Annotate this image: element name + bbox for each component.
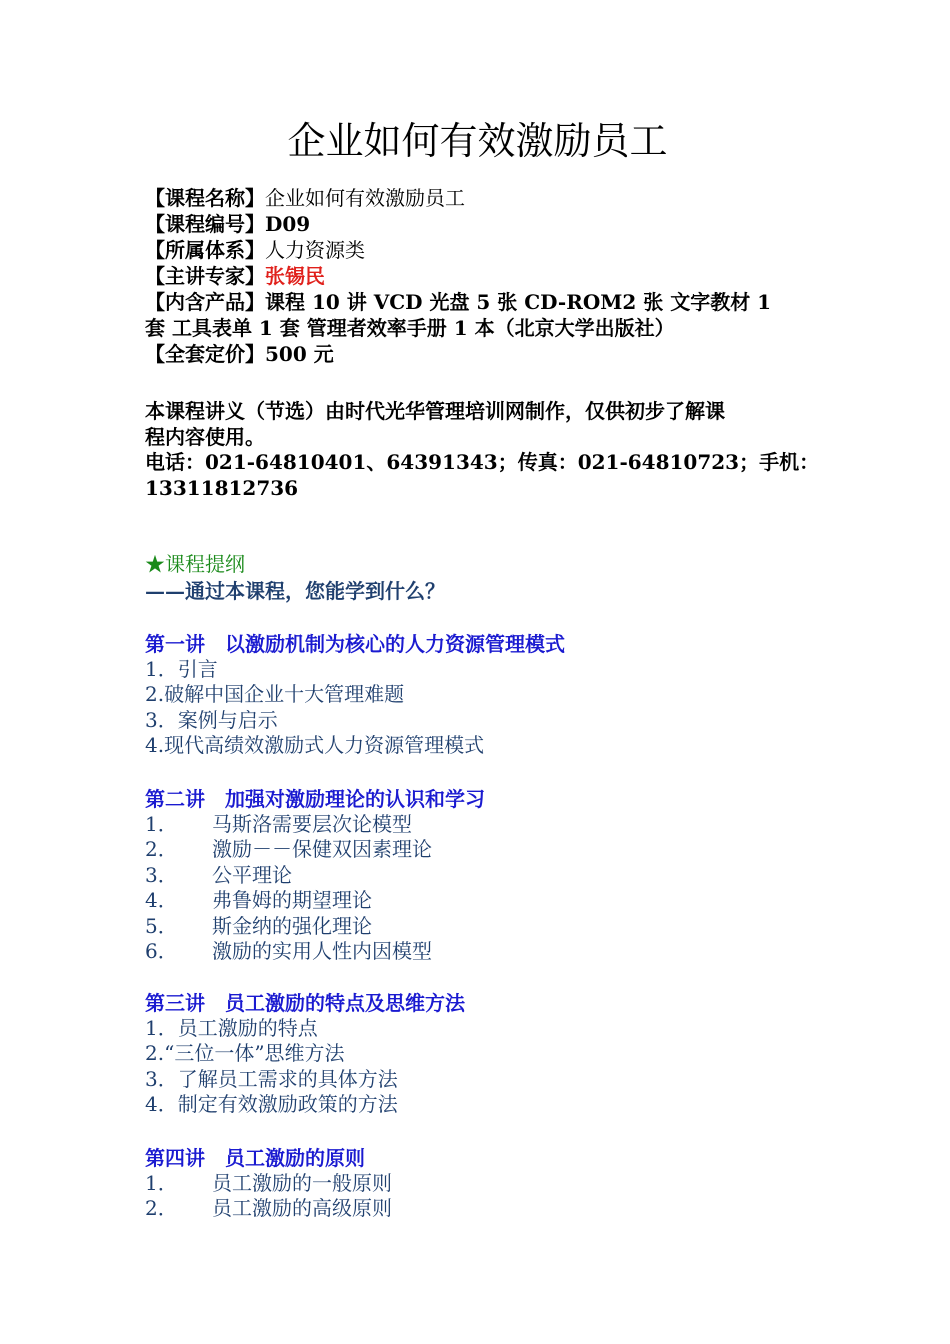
list-item (145, 914, 810, 939)
outline-subheading: ——通过本课程，您能学到什么？ (145, 579, 445, 603)
item-number: 2． (145, 1196, 178, 1221)
document-title: 企业如何有效激励员工 (287, 119, 668, 163)
list-item (145, 939, 810, 964)
item-number: 4． (145, 888, 178, 913)
list-item (145, 682, 810, 707)
item-number: 3． (145, 1066, 178, 1091)
list-item (145, 837, 810, 862)
course-name-row (145, 185, 810, 211)
list-item (145, 733, 810, 758)
item-text: 制定有效激励政策的方法 (177, 1092, 398, 1117)
item-text: 公平理论 (212, 862, 292, 887)
item-number: 1． (145, 812, 178, 836)
item-text: 现代高绩效激励式人力资源管理模式 (164, 733, 485, 758)
contact-line (145, 449, 820, 475)
list-item (145, 657, 810, 682)
products-label: 【内含产品】 (145, 290, 265, 314)
list-item (145, 888, 810, 913)
category-row (145, 237, 810, 263)
item-text: “三位一体”思维方法 (164, 1041, 345, 1066)
item-text: 员工激励的高级原则 (212, 1196, 392, 1221)
price-row (145, 341, 810, 367)
item-number: 3． (145, 862, 178, 887)
item-number: 1． (145, 1016, 178, 1040)
course-info (145, 185, 810, 367)
products-value-line1: 课程 10 讲 VCD 光盘 5 张 CD-ROM2 张 文字教材 1 (265, 290, 772, 314)
list-item (145, 708, 810, 733)
list-item (145, 1016, 810, 1041)
item-text: 案例与启示 (177, 707, 278, 732)
price-label: 【全套定价】 (145, 342, 265, 366)
item-number: 2. (145, 1041, 165, 1066)
lecture-title: 第二讲 加强对激励理论的认识和学习 (145, 787, 485, 811)
notice-line2: 程内容使用。 (145, 425, 265, 449)
list-item (145, 1041, 810, 1066)
item-text: 员工激励的特点 (177, 1016, 318, 1040)
phone-text: 电话：021-64810401、64391343； (145, 450, 518, 474)
item-text: 激励的实用人性内因模型 (212, 939, 432, 964)
list-item (145, 1092, 810, 1117)
item-number: 3． (145, 707, 178, 732)
lecture-title: 第四讲 员工激励的原则 (145, 1146, 365, 1170)
lecture-1 (145, 631, 810, 759)
course-code-value: D09 (265, 212, 311, 236)
contact-info (145, 449, 820, 501)
list-item (145, 1067, 810, 1092)
course-code-row (145, 211, 810, 237)
expert-row (145, 263, 810, 289)
item-number: 2. (145, 682, 165, 707)
course-name-value: 企业如何有效激励员工 (265, 186, 465, 210)
item-text: 斯金纳的强化理论 (212, 913, 372, 938)
lecture-2 (145, 786, 810, 964)
outline-heading: ★课程提纲 (145, 552, 245, 576)
products-value-line2: 套 工具表单 1 套 管理者效率手册 1 本（北京大学出版社） (145, 316, 675, 340)
list-item (145, 812, 810, 837)
item-number: 4． (145, 1092, 178, 1117)
item-number: 5． (145, 913, 178, 938)
list-item (145, 863, 810, 888)
lecture-title: 第三讲 员工激励的特点及思维方法 (145, 991, 465, 1015)
course-code-label: 【课程编号】 (145, 212, 265, 236)
mobile-number: 13311812736 (145, 476, 299, 500)
products-row (145, 289, 810, 315)
item-number: 6． (145, 939, 178, 964)
expert-value: 张锡民 (265, 264, 325, 288)
lecture-3 (145, 990, 810, 1118)
item-text: 弗鲁姆的期望理论 (212, 888, 372, 913)
item-number: 4. (145, 733, 165, 758)
item-text: 马斯洛需要层次论模型 (212, 812, 412, 836)
item-text: 破解中国企业十大管理难题 (164, 682, 405, 707)
mobile-label: 手机： (759, 450, 820, 474)
item-text: 激励－－保健双因素理论 (212, 837, 432, 862)
category-label: 【所属体系】 (145, 238, 265, 262)
lecture-title: 第一讲 以激励机制为核心的人力资源管理模式 (145, 632, 565, 656)
list-item (145, 1196, 810, 1221)
item-number: 1． (145, 657, 178, 681)
item-text: 了解员工需求的具体方法 (177, 1066, 398, 1091)
lecture-4 (145, 1145, 810, 1222)
expert-label: 【主讲专家】 (145, 264, 265, 288)
item-text: 员工激励的一般原则 (212, 1171, 392, 1195)
fax-text: 传真：021-64810723； (517, 450, 760, 474)
item-text: 引言 (177, 657, 218, 681)
item-number: 2． (145, 837, 178, 862)
category-value: 人力资源类 (265, 238, 365, 262)
course-name-label: 【课程名称】 (145, 186, 265, 210)
list-item (145, 1171, 810, 1196)
notice-line1: 本课程讲义（节选）由时代光华管理培训网制作，仅供初步了解课 (145, 399, 725, 423)
price-value: 500 元 (265, 342, 334, 366)
notice-paragraph (145, 398, 810, 450)
item-number: 1． (145, 1171, 178, 1195)
